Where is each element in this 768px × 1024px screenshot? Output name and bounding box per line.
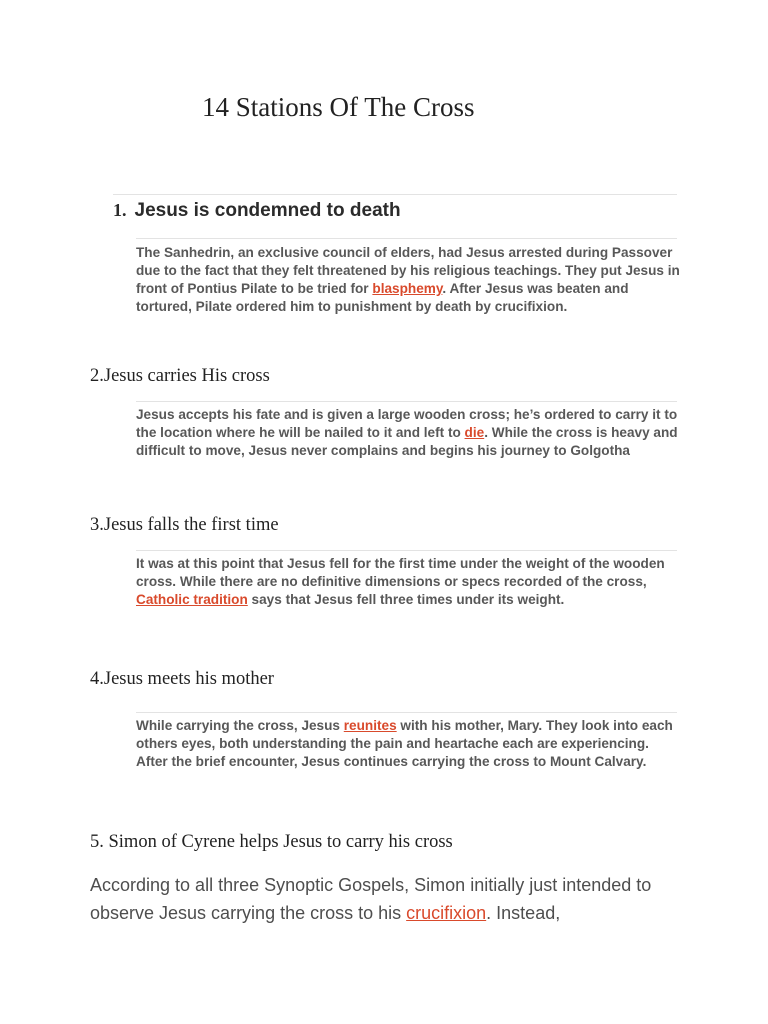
station-4-text: While carrying the cross, Jesus bbox=[136, 718, 344, 733]
blasphemy-link[interactable]: blasphemy bbox=[372, 281, 443, 297]
crucifixion-link[interactable]: crucifixion bbox=[406, 903, 487, 923]
station-1-heading bbox=[113, 200, 401, 222]
station-4-text-end: with his mother, Mary. They look into each others eyes, both understanding the pain and heartache each are experiencing. After the brief encounter, Jesus continues carrying the cross to Mount Calvary. bbox=[136, 718, 673, 770]
page-title: 14 Stations Of The Cross bbox=[202, 92, 475, 122]
station-3-text-end: says that Jesus fell three times under its weight. bbox=[247, 592, 565, 608]
station-1-text-end: . After Jesus was beaten and tortured, Pilate ordered him to punishment by death by crucifixion. bbox=[136, 281, 629, 315]
catholic-tradition-link[interactable]: Catholic tradition bbox=[136, 592, 248, 608]
station-1-number: 1. bbox=[113, 200, 127, 220]
station-5-description bbox=[90, 871, 690, 927]
station-2-heading: 2.Jesus carries His cross bbox=[90, 366, 270, 386]
station-2-text: Jesus accepts his fate and is given a large wooden cross; he’s ordered to carry it to the location where he will be nailed to it and left to bbox=[136, 407, 678, 441]
reunites-link[interactable]: reunites bbox=[343, 718, 397, 733]
station-2-description bbox=[136, 406, 681, 460]
station-1-description bbox=[136, 244, 681, 316]
station-5-text: According to all three Synoptic Gospels, Simon initially just intended to observe Jesus carrying the cross to his bbox=[90, 875, 652, 923]
divider bbox=[113, 194, 677, 195]
station-4-description bbox=[136, 717, 681, 771]
station-3-text: It was at this point that Jesus fell for the first time under the weight of the wooden cross. While there are no definitive dimensions or specs recorded of the cross, bbox=[136, 556, 665, 590]
divider bbox=[136, 550, 677, 551]
divider bbox=[136, 238, 677, 239]
divider bbox=[136, 401, 677, 402]
die-link[interactable]: die bbox=[464, 425, 485, 441]
station-1-title: Jesus is condemned to death bbox=[134, 200, 401, 221]
station-5-text-end: . Instead, bbox=[486, 903, 561, 923]
station-2-text-end: . While the cross is heavy and difficult to move, Jesus never complains and begins his journey to Golgotha bbox=[136, 425, 678, 459]
station-5-heading: 5. Simon of Cyrene helps Jesus to carry his cross bbox=[90, 832, 453, 852]
station-3-description bbox=[136, 555, 681, 609]
station-3-heading: 3.Jesus falls the first time bbox=[90, 515, 279, 535]
station-1-text: The Sanhedrin, an exclusive council of elders, had Jesus arrested during Passover due to the fact that they felt threatened by his religious teachings. They put Jesus in front of Pontius Pilate to be tried for bbox=[136, 245, 680, 297]
divider bbox=[136, 712, 677, 713]
station-4-heading: 4.Jesus meets his mother bbox=[90, 669, 274, 689]
